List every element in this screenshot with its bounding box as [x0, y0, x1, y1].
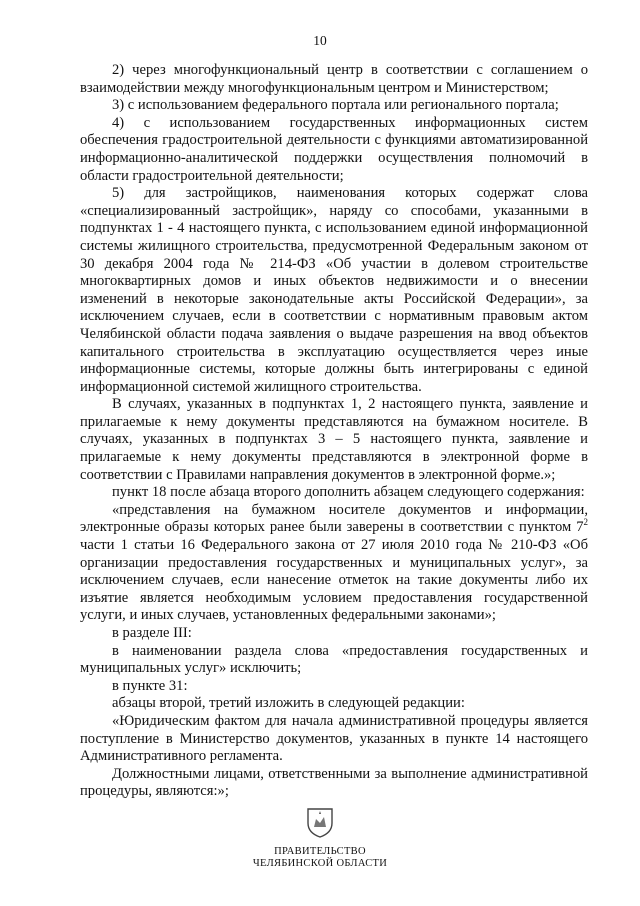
footer-line-2: ЧЕЛЯБИНСКОЙ ОБЛАСТИ — [252, 858, 388, 869]
paragraph-2: 3) с использованием федерального портала или регионального портала; — [112, 97, 559, 114]
paragraph-13: Должностными лицами, ответственными за выполнение административной процедуры, являются:»; — [80, 765, 588, 800]
paragraph-6: пункт 18 после абзаца второго дополнить абзацем следующего содержания: — [112, 484, 585, 501]
paragraph-12: «Юридическим фактом для начала административной процедуры является поступление в Министерство документов, указанных в пункте 14 настоящего Административного регламента. — [80, 712, 588, 765]
document-body — [80, 62, 588, 801]
paragraph-4: 5) для застройщиков, наименования которых содержат слова «специализированный застройщик», наряду со способами, указанными в подпунктах 1 - 4 настоящего пункта, с использованием единой информационной системы жилищного строительства, предусмотренной Федеральным законом от 30 декабря 2004 года № 214-ФЗ «Об участии в долевом строительстве многоквартирных домов и иных объектов недвижимости и о внесении изменений в некоторые законодательные акты Российской Федерации», за исключением случаев, если в соответствии с нормативным правовым актом Челябинской области подача заявления о выдаче разрешения на ввод объектов капитального строительства в эксплуатацию осуществляется через иные информационные системы, которые должны быть интегрированы с единой информационной системой жилищного строительства. — [80, 185, 588, 395]
paragraph-7-text-b: части 1 статьи 16 Федерального закона от 27 июля 2010 года № 210-ФЗ «Об организации предоставления государственных и муниципальных услуг», за исключением случаев, если нанесение отметок на такие документы либо их изъятие является необходимым условием предоставления государственной услуги, и иных случаев, установленных федеральными законами»; — [80, 537, 588, 624]
paragraph-7-superscript: 2 — [583, 517, 588, 528]
paragraph-5: В случаях, указанных в подпунктах 1, 2 настоящего пункта, заявление и прилагаемые к нему документы представляются на бумажном носителе. В случаях, указанных в подпунктах 3 – 5 настоящего пункта, заявление и прилагаемые к нему документы представляются в электронной форме в соответствии с Правилами направления документов в электронной форме.»; — [80, 396, 588, 483]
paragraph-7-text-a: «представления на бумажном носителе документов и информации, электронные образы которых ранее были заверены в соответствии с пунктом 7 — [80, 501, 588, 536]
paragraph-10: в пункте 31: — [112, 677, 188, 694]
paragraph-7 — [80, 502, 588, 625]
paragraph-8: в разделе III: — [112, 625, 192, 641]
coat-of-arms-emblem-icon — [306, 805, 334, 839]
footer-stamp — [0, 846, 640, 870]
paragraph-11: абзацы второй, третий изложить в следующей редакции: — [112, 695, 465, 712]
page-number: 10 — [313, 33, 327, 48]
paragraph-3: 4) с использованием государственных информационных систем обеспечения градостроительной деятельности с функциями автоматизированной информационно-аналитической поддержки осуществления полномочий в области градостроительной деятельности; — [80, 114, 588, 184]
paragraph-1: 2) через многофункциональный центр в соответствии с соглашением о взаимодействии между многофункциональным центром и Министерством; — [80, 62, 588, 96]
footer-line-1: ПРАВИТЕЛЬСТВО — [274, 846, 366, 857]
paragraph-9: в наименовании раздела слова «предоставления государственных и муниципальных услуг» исключить; — [80, 642, 588, 677]
